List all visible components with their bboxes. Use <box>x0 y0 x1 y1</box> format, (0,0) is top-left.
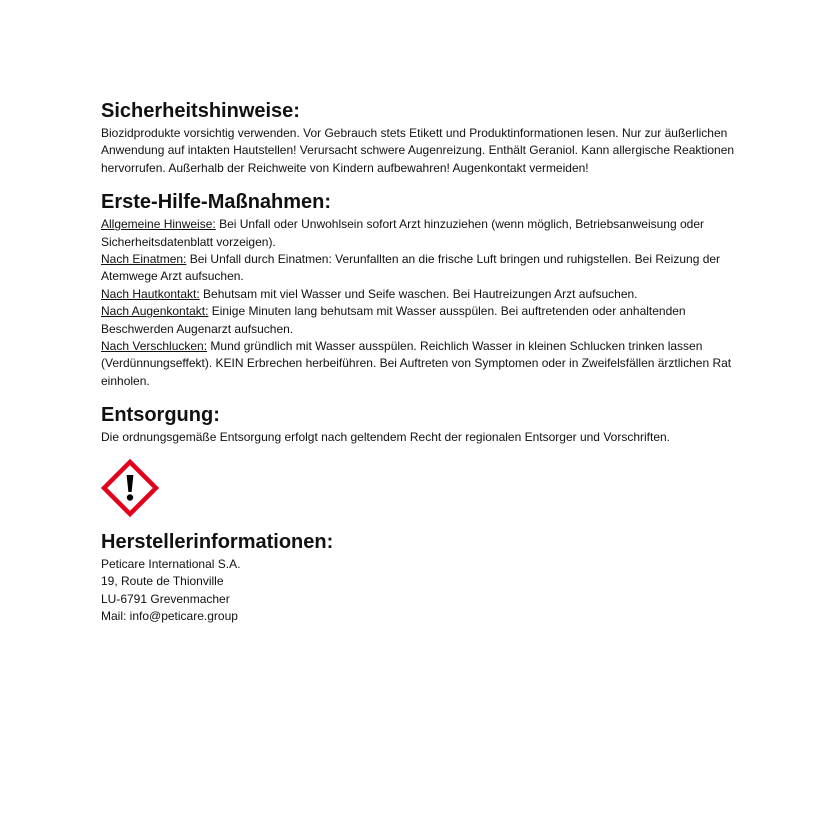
manufacturer-company: Peticare International S.A. <box>101 556 241 571</box>
first-aid-item-general <box>101 216 751 251</box>
first-aid-item-eyes <box>101 303 751 338</box>
first-aid-text: Bei Unfall oder Unwohlsein sofort Arzt hinzuziehen (wenn möglich, Betriebsanweisung oder Sicherheitsdatenblatt vorzeigen). <box>101 217 704 249</box>
manufacturer-section <box>101 531 751 626</box>
first-aid-label: Nach Einatmen: <box>101 252 187 267</box>
first-aid-text: Behutsam mit viel Wasser und Seife waschen. Bei Hautreizungen Arzt aufsuchen. <box>199 286 638 301</box>
disposal-heading: Entsorgung: <box>101 404 220 427</box>
hazard-pictogram-svg <box>101 459 159 517</box>
label-text-page <box>101 100 751 639</box>
first-aid-text: Bei Unfall durch Einatmen: Verunfallten an die frische Luft bringen und ruhigstellen. Bei Reizung der Atemwege Arzt aufsuchen. <box>101 252 721 284</box>
disposal-section <box>101 404 751 446</box>
first-aid-label: Nach Verschlucken: <box>101 339 208 354</box>
first-aid-item-ingestion <box>101 338 751 390</box>
manufacturer-email: Mail: info@peticare.group <box>101 608 238 623</box>
first-aid-label: Nach Augenkontakt: <box>101 304 209 319</box>
safety-text: Biozidprodukte vorsichtig verwenden. Vor Gebrauch stets Etikett und Produktinformationen lesen. Nur zur äußerlichen Anwendung auf intakten Hautstellen! Verursacht schwere Augenreizung. Enthält Geraniol. Kann allergische Reaktionen hervorrufen. Außerhalb der Reichweite von Kindern aufbewahren! Augenkontakt vermeiden! <box>101 126 735 175</box>
first-aid-label: Nach Hautkontakt: <box>101 286 200 301</box>
first-aid-text: Einige Minuten lang behutsam mit Wasser ausspülen. Bei auftretenden oder anhaltenden Beschwerden Augenarzt aufsuchen. <box>101 304 686 336</box>
disposal-text: Die ordnungsgemäße Entsorgung erfolgt nach geltendem Recht der regionalen Entsorger und Vorschriften. <box>101 430 671 445</box>
first-aid-item-inhalation <box>101 251 751 286</box>
manufacturer-street: 19, Route de Thionville <box>101 574 224 589</box>
safety-heading: Sicherheitshinweise: <box>101 100 300 122</box>
first-aid-label: Allgemeine Hinweise: <box>101 217 216 232</box>
manufacturer-city: LU-6791 Grevenmacher <box>101 591 230 606</box>
first-aid-section <box>101 191 751 390</box>
ghs-exclamation-mark-icon <box>101 459 159 517</box>
exclamation-dot <box>127 494 133 500</box>
first-aid-heading: Erste-Hilfe-Maßnahmen: <box>101 191 332 214</box>
first-aid-item-skin <box>101 286 751 303</box>
manufacturer-heading: Herstellerinformationen: <box>101 530 334 553</box>
safety-section <box>101 100 751 177</box>
first-aid-text: Mund gründlich mit Wasser ausspülen. Reichlich Wasser in kleinen Schlucken trinken lassen (Verdünnungseffekt). KEIN Erbrechen herbeiführen. Bei Auftreten von Symptomen oder in Zweifelsfällen ärztlichen Rat einholen. <box>101 339 732 388</box>
